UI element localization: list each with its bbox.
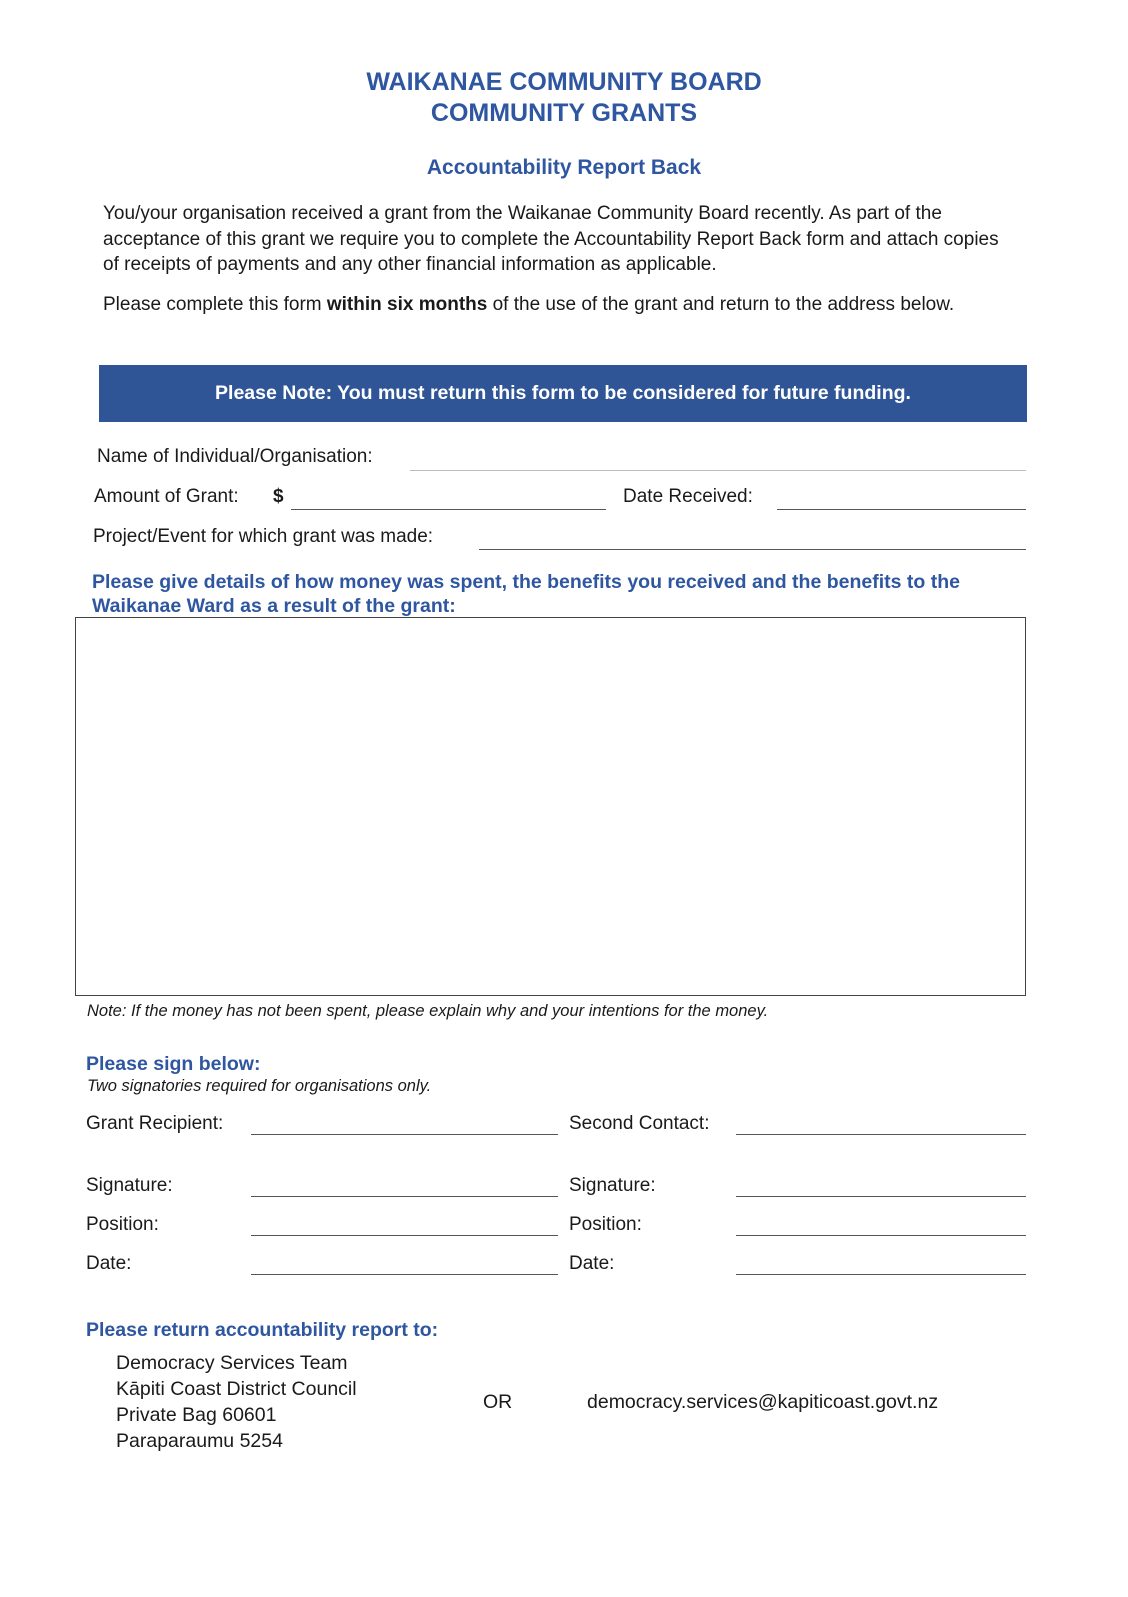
- position-field-left[interactable]: [251, 1235, 558, 1236]
- position-field-right[interactable]: [736, 1235, 1026, 1236]
- intro-paragraph-2-start: Please complete this form: [103, 294, 327, 315]
- intro-paragraph-1: You/your organisation received a grant from the Waikanae Community Board recently. As part of the acceptance of this grant we require you to complete the Accountability Report Back form and attach copies of receipts of payments and any other financial information as applicable.: [103, 203, 999, 275]
- form-title-line-2: COMMUNITY GRANTS: [430, 99, 698, 127]
- form-subtitle: Accountability Report Back: [426, 156, 702, 179]
- intro-paragraph-2-end: of the use of the grant and return to the address below.: [487, 294, 955, 315]
- amount-field[interactable]: [291, 509, 606, 510]
- dollar-sign: $: [273, 486, 284, 507]
- date-label-left: Date:: [86, 1253, 132, 1274]
- signature-label-right: Signature:: [569, 1175, 656, 1196]
- second-contact-field[interactable]: [736, 1134, 1026, 1135]
- project-label: Project/Event for which grant was made:: [93, 526, 434, 547]
- date-received-label: Date Received:: [623, 486, 753, 507]
- second-contact-label: Second Contact:: [569, 1113, 710, 1134]
- future-funding-notice-banner: Please Note: You must return this form to be considered for future funding.: [99, 365, 1027, 422]
- address-line: Paraparaumu 5254: [116, 1430, 283, 1452]
- return-email[interactable]: democracy.services@kapiticoast.govt.nz: [587, 1391, 939, 1413]
- date-field-right[interactable]: [736, 1274, 1026, 1275]
- intro-paragraph-2: [103, 292, 1013, 318]
- or-separator: OR: [483, 1391, 513, 1413]
- form-title-line-1: WAIKANAE COMMUNITY BOARD: [366, 68, 762, 96]
- name-field[interactable]: [410, 470, 1026, 471]
- name-label: Name of Individual/Organisation:: [97, 446, 373, 467]
- grant-recipient-field[interactable]: [251, 1134, 558, 1135]
- project-field[interactable]: [479, 549, 1026, 550]
- sign-subnote: Two signatories required for organisations only.: [87, 1077, 432, 1095]
- sign-heading: Please sign below:: [86, 1053, 261, 1075]
- grant-recipient-label: Grant Recipient:: [86, 1113, 224, 1134]
- return-heading: Please return accountability report to:: [86, 1319, 439, 1341]
- date-field-left[interactable]: [251, 1274, 558, 1275]
- position-label-left: Position:: [86, 1214, 159, 1235]
- details-textarea[interactable]: [75, 617, 1026, 996]
- return-address: [116, 1350, 357, 1454]
- details-note: Note: If the money has not been spent, please explain why and your intentions for the money.: [87, 1002, 769, 1020]
- intro-paragraph-2-emphasis: within six months: [326, 294, 488, 315]
- signature-field-left[interactable]: [251, 1196, 558, 1197]
- position-label-right: Position:: [569, 1214, 642, 1235]
- address-line: Democracy Services Team: [116, 1352, 348, 1374]
- amount-label: Amount of Grant:: [94, 486, 239, 507]
- signature-field-right[interactable]: [736, 1196, 1026, 1197]
- date-received-field[interactable]: [777, 509, 1026, 510]
- date-label-right: Date:: [569, 1253, 615, 1274]
- address-line: Private Bag 60601: [116, 1404, 277, 1426]
- details-heading: Please give details of how money was spent, the benefits you received and the benefits to the Waikanae Ward as a result of the grant:: [92, 571, 960, 617]
- address-line: Kāpiti Coast District Council: [116, 1378, 357, 1400]
- signature-label-left: Signature:: [86, 1175, 173, 1196]
